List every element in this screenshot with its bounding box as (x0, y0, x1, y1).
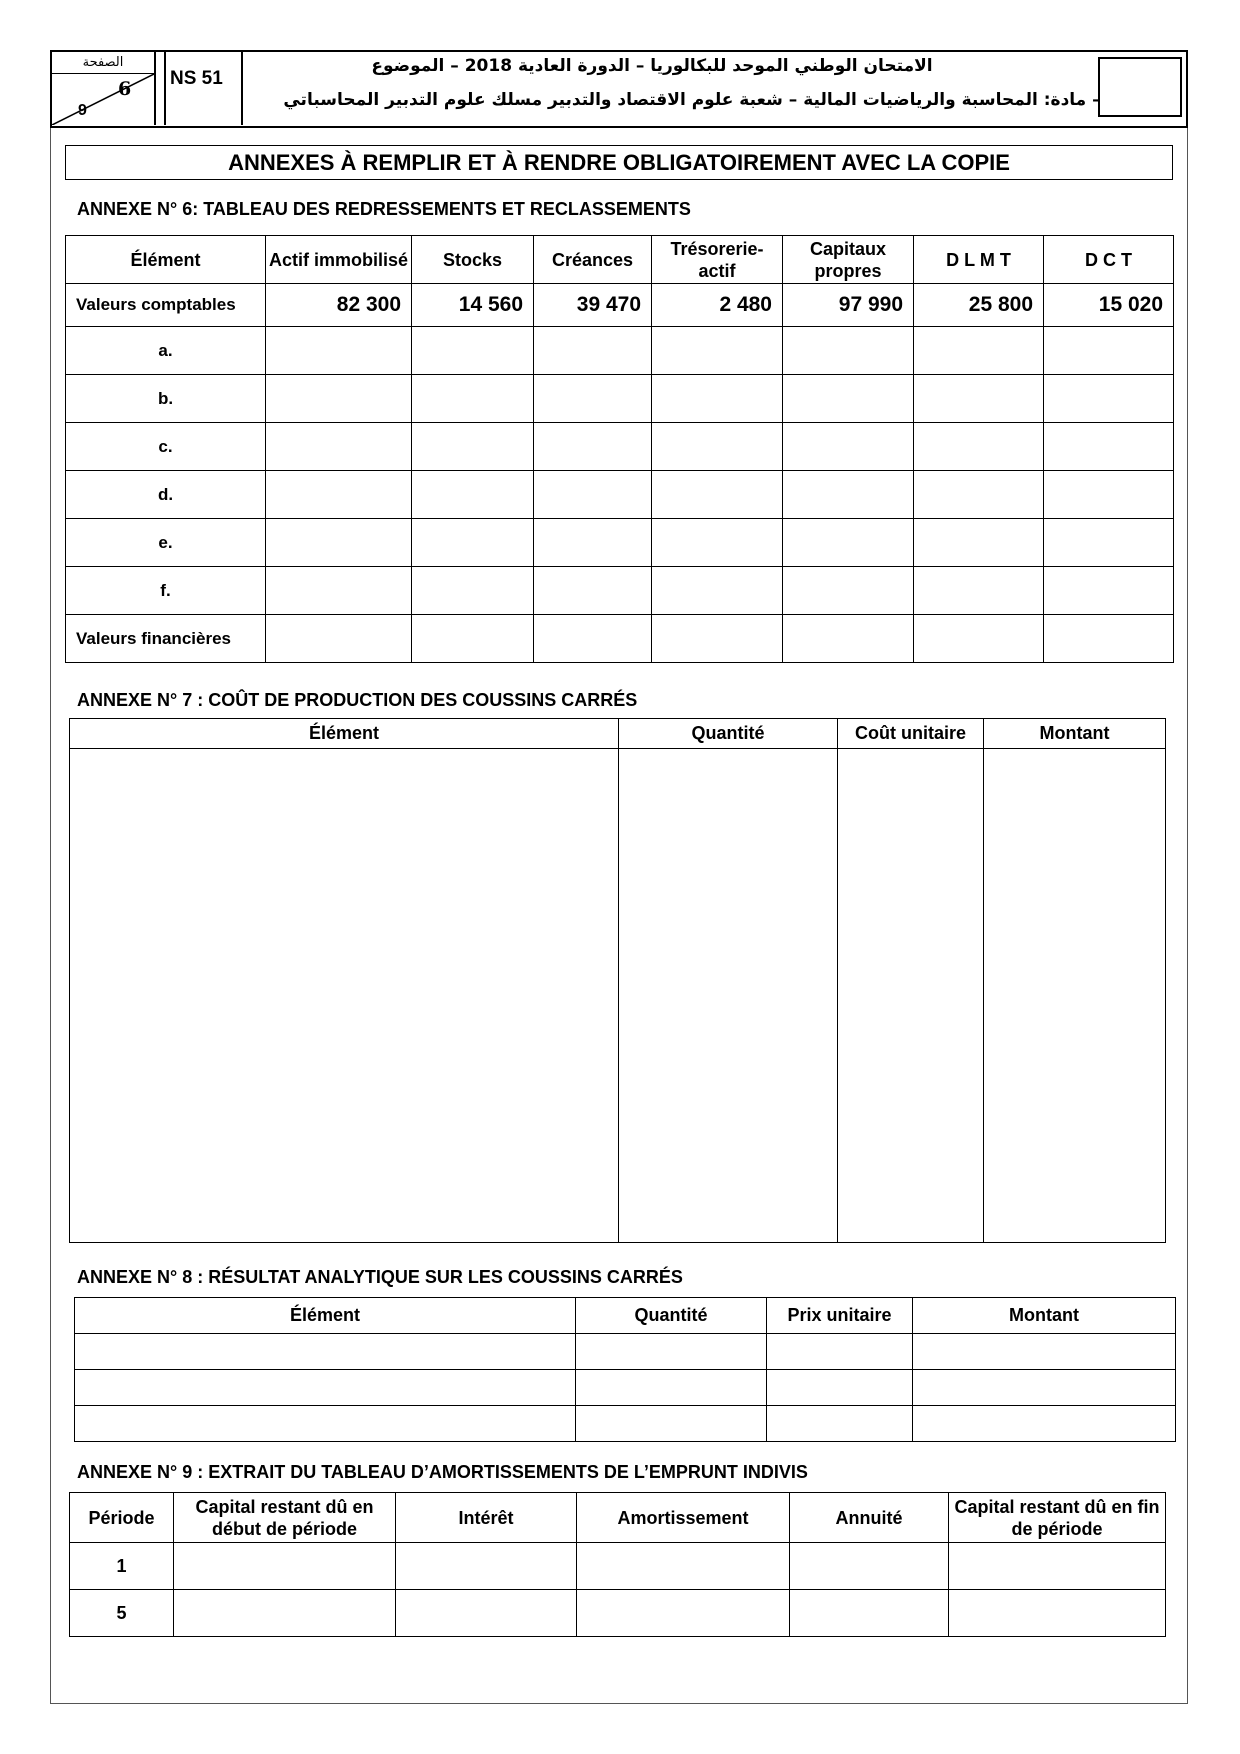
input-cell[interactable] (913, 1406, 1176, 1442)
header-actif-immobilise: Actif immobilisé (266, 236, 412, 284)
row-label-valeurs-comptables: Valeurs comptables (66, 284, 266, 327)
input-cell[interactable] (266, 375, 412, 423)
input-cell[interactable] (914, 327, 1044, 375)
header-creances: Créances (534, 236, 652, 284)
header-annuite: Annuité (790, 1493, 949, 1543)
header-periode: Période (70, 1493, 174, 1543)
table-row (70, 749, 1166, 1243)
exam-code: NS 51 (164, 52, 243, 125)
input-cell[interactable] (266, 423, 412, 471)
input-cell[interactable] (534, 615, 652, 663)
input-cell[interactable] (577, 1543, 790, 1590)
header-quantite: Quantité (619, 719, 838, 749)
input-cell[interactable] (534, 423, 652, 471)
input-cell[interactable] (534, 519, 652, 567)
input-cell[interactable] (652, 471, 783, 519)
input-cell[interactable] (75, 1370, 576, 1406)
input-cell[interactable] (619, 749, 838, 1243)
header-prix-unitaire: Prix unitaire (767, 1298, 913, 1334)
candidate-box[interactable] (1098, 57, 1182, 117)
input-cell[interactable] (914, 519, 1044, 567)
input-cell[interactable] (412, 615, 534, 663)
table-row (66, 615, 1174, 663)
input-cell[interactable] (266, 615, 412, 663)
header-dct: D C T (1044, 236, 1174, 284)
input-cell[interactable] (412, 423, 534, 471)
input-cell[interactable] (767, 1334, 913, 1370)
row-label-valeurs-financieres: Valeurs financières (66, 615, 266, 663)
input-cell[interactable] (577, 1590, 790, 1637)
input-cell[interactable] (534, 375, 652, 423)
input-cell[interactable] (534, 327, 652, 375)
input-cell[interactable] (1044, 567, 1174, 615)
table-row (75, 1406, 1176, 1442)
header-stocks: Stocks (412, 236, 534, 284)
input-cell[interactable] (783, 567, 914, 615)
row-label: e. (66, 519, 266, 567)
value-dlmt: 25 800 (914, 284, 1044, 327)
input-cell[interactable] (652, 567, 783, 615)
value-dct: 15 020 (1044, 284, 1174, 327)
input-cell[interactable] (783, 423, 914, 471)
table-row (66, 567, 1174, 615)
table-row (75, 1334, 1176, 1370)
page-box-diagonal (52, 74, 154, 125)
input-cell[interactable] (767, 1406, 913, 1442)
header-element: Élément (70, 719, 619, 749)
table-row (70, 1590, 1166, 1637)
table-row (66, 375, 1174, 423)
table-row (75, 1370, 1176, 1406)
input-cell[interactable] (412, 327, 534, 375)
annexe9-table (69, 1492, 1166, 1637)
input-cell[interactable] (75, 1334, 576, 1370)
annexe7-title: ANNEXE N° 7 : COÛT DE PRODUCTION DES COUSSINS CARRÉS (77, 690, 638, 710)
input-cell[interactable] (949, 1590, 1166, 1637)
input-cell[interactable] (790, 1590, 949, 1637)
header-capital-debut: Capital restant dû en début de période (174, 1493, 396, 1543)
input-cell[interactable] (576, 1334, 767, 1370)
input-cell[interactable] (174, 1590, 396, 1637)
value-stocks: 14 560 (412, 284, 534, 327)
input-cell[interactable] (914, 375, 1044, 423)
input-cell[interactable] (783, 375, 914, 423)
page-number: 6 (118, 78, 132, 100)
input-cell[interactable] (652, 423, 783, 471)
input-cell[interactable] (913, 1370, 1176, 1406)
input-cell[interactable] (838, 749, 984, 1243)
annexe6-title: ANNEXE N° 6: TABLEAU DES REDRESSEMENTS ET RECLASSEMENTS (77, 199, 691, 219)
table-row (66, 423, 1174, 471)
input-cell[interactable] (396, 1543, 577, 1590)
header-tresorerie-actif: Trésorerie-actif (652, 236, 783, 284)
value-actif-immobilise: 82 300 (266, 284, 412, 327)
input-cell[interactable] (1044, 423, 1174, 471)
value-capitaux-propres: 97 990 (783, 284, 914, 327)
input-cell[interactable] (914, 615, 1044, 663)
input-cell[interactable] (914, 423, 1044, 471)
value-creances: 39 470 (534, 284, 652, 327)
table-row (66, 327, 1174, 375)
header-quantite: Quantité (576, 1298, 767, 1334)
input-cell[interactable] (266, 519, 412, 567)
header-montant: Montant (913, 1298, 1176, 1334)
input-cell[interactable] (534, 567, 652, 615)
table-row (70, 1543, 1166, 1590)
input-cell[interactable] (790, 1543, 949, 1590)
input-cell[interactable] (1044, 375, 1174, 423)
header-montant: Montant (984, 719, 1166, 749)
row-label: f. (66, 567, 266, 615)
input-cell[interactable] (783, 519, 914, 567)
period-label: 1 (70, 1543, 174, 1590)
input-cell[interactable] (266, 327, 412, 375)
table-row (66, 471, 1174, 519)
row-label: a. (66, 327, 266, 375)
input-cell[interactable] (783, 615, 914, 663)
input-cell[interactable] (576, 1370, 767, 1406)
page-label: الصفحة (52, 52, 154, 74)
annexe6-table (65, 235, 1174, 663)
header-capital-fin: Capital restant dû en fin de période (949, 1493, 1166, 1543)
input-cell[interactable] (1044, 519, 1174, 567)
input-cell[interactable] (412, 375, 534, 423)
input-cell[interactable] (984, 749, 1166, 1243)
input-cell[interactable] (783, 327, 914, 375)
header-element: Élément (75, 1298, 576, 1334)
header-amortissement: Amortissement (577, 1493, 790, 1543)
header-cout-unitaire: Coût unitaire (838, 719, 984, 749)
input-cell[interactable] (1044, 327, 1174, 375)
page-number-box (52, 52, 156, 125)
input-cell[interactable] (174, 1543, 396, 1590)
input-cell[interactable] (534, 471, 652, 519)
annexes-banner: ANNEXES À REMPLIR ET À RENDRE OBLIGATOIREMENT AVEC LA COPIE (65, 145, 1173, 180)
input-cell[interactable] (1044, 471, 1174, 519)
row-label: d. (66, 471, 266, 519)
row-label: c. (66, 423, 266, 471)
input-cell[interactable] (914, 567, 1044, 615)
input-cell[interactable] (652, 375, 783, 423)
value-tresorerie-actif: 2 480 (652, 284, 783, 327)
input-cell[interactable] (75, 1406, 576, 1442)
header-interet: Intérêt (396, 1493, 577, 1543)
input-cell[interactable] (652, 327, 783, 375)
header-element: Élément (66, 236, 266, 284)
input-cell[interactable] (396, 1590, 577, 1637)
period-label: 5 (70, 1590, 174, 1637)
header-dlmt: D L M T (914, 236, 1044, 284)
annexe8-table (74, 1297, 1176, 1442)
input-cell[interactable] (412, 567, 534, 615)
input-cell[interactable] (412, 519, 534, 567)
input-cell[interactable] (767, 1370, 913, 1406)
page-total: 9 (78, 102, 87, 119)
input-cell[interactable] (949, 1543, 1166, 1590)
input-cell[interactable] (652, 519, 783, 567)
input-cell[interactable] (1044, 615, 1174, 663)
input-cell[interactable] (412, 471, 534, 519)
exam-header (50, 50, 1188, 128)
exam-subject-arabic: – مادة: المحاسبة والرياضيات المالية – شعبة علوم الاقتصاد والتدبير مسلك علوم التدبير المحاسباتي (283, 90, 1101, 110)
annexe7-table (69, 718, 1166, 1243)
input-cell[interactable] (266, 471, 412, 519)
annexe9-title: ANNEXE N° 9 : EXTRAIT DU TABLEAU D’AMORTISSEMENTS DE L’EMPRUNT INDIVIS (77, 1462, 808, 1482)
exam-title-arabic: الامتحان الوطني الموحد للبكالوريا – الدورة العادية 2018 – الموضوع (371, 56, 933, 76)
row-label: b. (66, 375, 266, 423)
table-row (66, 519, 1174, 567)
annexe8-title: ANNEXE N° 8 : RÉSULTAT ANALYTIQUE SUR LES COUSSINS CARRÉS (77, 1267, 683, 1287)
input-cell[interactable] (914, 471, 1044, 519)
input-cell[interactable] (70, 749, 619, 1243)
input-cell[interactable] (913, 1334, 1176, 1370)
header-capitaux-propres: Capitaux propres (783, 236, 914, 284)
input-cell[interactable] (576, 1406, 767, 1442)
input-cell[interactable] (266, 567, 412, 615)
input-cell[interactable] (652, 615, 783, 663)
input-cell[interactable] (783, 471, 914, 519)
